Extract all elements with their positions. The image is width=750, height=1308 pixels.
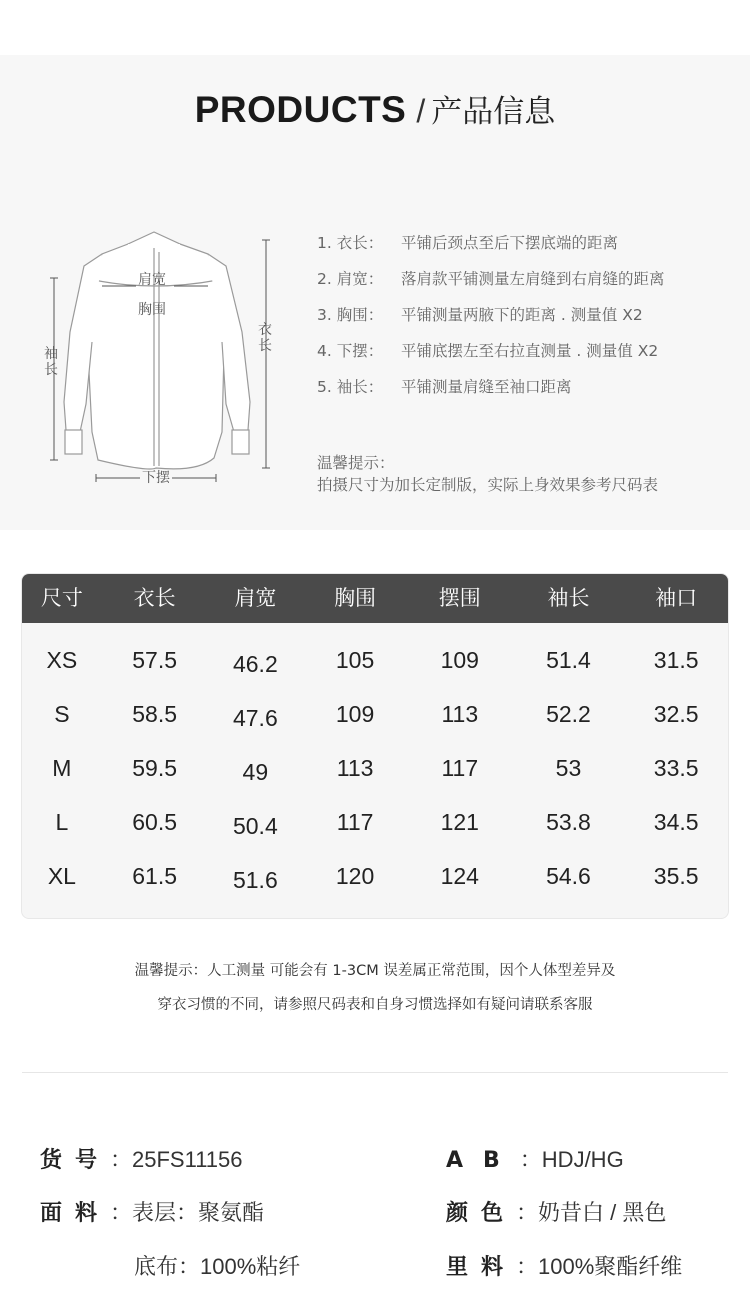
sleeve-label-top: 袖: [44, 346, 58, 362]
table-row: L 60.5 50.4 117 121 53.8 34.5: [55, 809, 699, 839]
shoulder-label: 肩宽: [138, 272, 166, 288]
spec-color: 颜色：奶昔白 / 黑色: [446, 1200, 667, 1226]
measurement-disclaimer: [0, 954, 750, 1022]
table-row: S 58.5 47.6 109 113 52.2 32.5: [54, 701, 699, 731]
sleeve-label-bottom: 长: [44, 362, 58, 378]
note-item: 4. 下摆： 平铺底摆左至右拉直测量 . 测量值 X2: [317, 342, 659, 360]
header-cell: 摆围: [438, 586, 481, 610]
spec-item-number: 货号：25FS11156: [40, 1147, 243, 1173]
shirt-outline-icon: [28, 222, 300, 500]
photo-tip: [317, 452, 737, 496]
header-cell: 肩宽: [234, 586, 277, 610]
header-cell: 尺寸: [40, 586, 83, 610]
heading-separator: /: [416, 93, 426, 129]
note-item: 1. 衣长： 平铺后颈点至后下摆底端的距离: [317, 234, 619, 252]
disclaimer-line: 穿衣习惯的不同，请参照尺码表和自身习惯选择如有疑问请联系客服: [157, 997, 593, 1013]
table-row: XL 61.5 51.6 120 124 54.6 35.5: [47, 863, 699, 893]
hem-label: 下摆: [142, 470, 170, 486]
spec-base-fabric: 底布：100%粘纤: [134, 1254, 301, 1279]
spec-ab: AB：HDJ/HG: [446, 1147, 624, 1173]
shirt-diagram: [28, 222, 300, 500]
section-divider: [22, 1072, 728, 1073]
length-label-top: 衣: [258, 322, 272, 338]
chest-label: 胸围: [138, 302, 166, 318]
table-row: XS 57.5 46.2 105 109 51.4 31.5: [46, 647, 699, 677]
heading-chinese: 产品信息: [431, 94, 556, 130]
size-table: [21, 573, 729, 919]
size-table-header: [22, 574, 728, 623]
note-item: 3. 胸围： 平铺测量两腋下的距离 . 测量值 X2: [317, 306, 643, 324]
section-heading: [0, 86, 750, 131]
spec-fabric: 面料：表层：聚氨酯: [40, 1200, 265, 1226]
note-item: 2. 肩宽： 落肩款平铺测量左肩缝到右肩缝的距离: [317, 270, 665, 288]
header-cell: 袖口: [655, 586, 698, 610]
note-item: 5. 袖长： 平铺测量肩缝至袖口距离: [317, 378, 572, 396]
length-label-bottom: 长: [258, 338, 272, 354]
header-cell: 衣长: [133, 586, 176, 610]
tip-text: 拍摄尺寸为加长定制版，实际上身效果参考尺码表: [317, 476, 659, 494]
spec-lining: 里料：100%聚酯纤维: [446, 1254, 683, 1280]
header-cell: 胸围: [334, 586, 377, 610]
size-table-body: [22, 623, 728, 903]
header-cell: 袖长: [547, 586, 590, 610]
measurement-notes: [317, 232, 737, 412]
heading-english: PRODUCTS: [194, 89, 407, 130]
tip-title: 温馨提示：: [317, 454, 395, 472]
table-row: M 59.5 49 113 117 53 33.5: [52, 755, 699, 785]
disclaimer-line: 温馨提示：人工测量 可能会有 1-3CM 误差属正常范围，因个人体型差异及: [134, 963, 616, 979]
